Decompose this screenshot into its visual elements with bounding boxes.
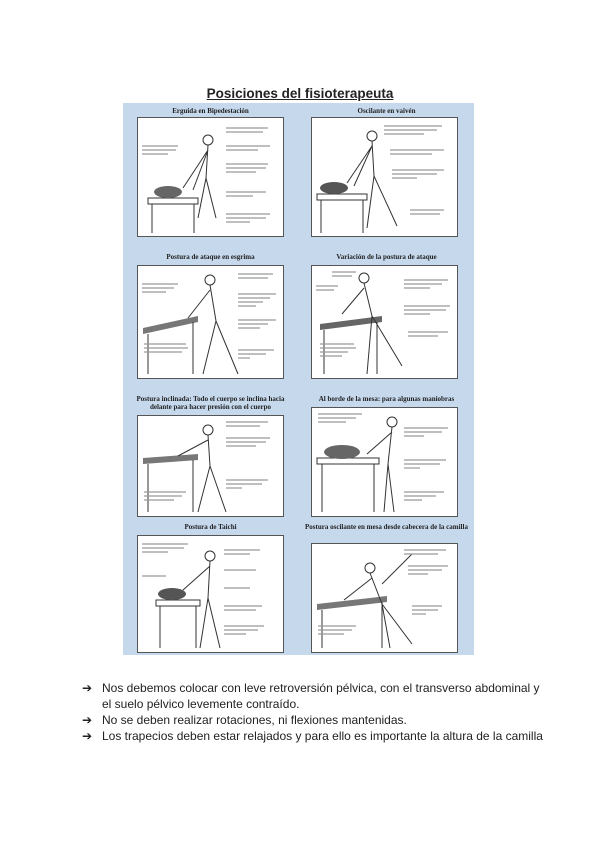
page-title: Posiciones del fisioterapeuta bbox=[206, 86, 394, 101]
list-item bbox=[82, 728, 552, 744]
therapist-illustration bbox=[312, 408, 457, 516]
panel-borde-mesa bbox=[299, 379, 474, 517]
panel-erguida bbox=[123, 103, 298, 241]
therapist-illustration bbox=[138, 266, 283, 378]
arrow-bullet-icon: ➔ bbox=[82, 729, 93, 743]
panel-inclinada bbox=[123, 379, 298, 517]
panel-illustration bbox=[311, 117, 458, 237]
panel-taichi bbox=[123, 517, 298, 655]
panel-title: Postura oscilante en mesa desde cabecera de la camilla bbox=[305, 523, 468, 531]
bullet-list bbox=[82, 680, 552, 744]
panel-illustration bbox=[137, 265, 284, 379]
panel-oscilante bbox=[299, 103, 474, 241]
bullet-text: Los trapecios deben estar relajados y para ello es importante la altura de la camilla bbox=[102, 729, 543, 743]
panel-illustration bbox=[137, 535, 284, 653]
list-item bbox=[82, 680, 552, 712]
bullet-text: Nos debemos colocar con leve retroversión pélvica, con el transverso abdominal y el suelo pélvico levemente contraído. bbox=[102, 681, 540, 711]
arrow-bullet-icon: ➔ bbox=[82, 713, 93, 727]
panel-ataque bbox=[123, 241, 298, 379]
panel-illustration bbox=[137, 415, 284, 517]
therapist-illustration bbox=[138, 118, 283, 236]
panel-title: Postura de ataque en esgrima bbox=[166, 253, 255, 261]
list-item bbox=[82, 712, 552, 728]
panel-title: Al borde de la mesa: para algunas maniobras bbox=[318, 395, 455, 403]
panel-title: Postura de Taichi bbox=[184, 523, 237, 531]
panel-illustration bbox=[311, 407, 458, 517]
arrow-bullet-icon: ➔ bbox=[82, 681, 93, 695]
panel-title: Erguida en Bipedestación bbox=[172, 107, 249, 115]
panel-illustration bbox=[137, 117, 284, 237]
panel-oscilante-cabecera bbox=[299, 517, 474, 655]
therapist-illustration bbox=[312, 266, 457, 378]
therapist-illustration bbox=[138, 536, 283, 652]
panel-title: Oscilante en vaivén bbox=[357, 107, 416, 115]
therapist-illustration bbox=[138, 416, 283, 516]
therapist-positions-figure bbox=[123, 103, 474, 655]
panel-variacion-ataque bbox=[299, 241, 474, 379]
panel-illustration bbox=[311, 543, 458, 653]
therapist-illustration bbox=[312, 118, 457, 236]
therapist-illustration bbox=[312, 544, 457, 652]
bullet-text: No se deben realizar rotaciones, ni flexiones mantenidas. bbox=[102, 713, 407, 727]
panel-title: Variación de la postura de ataque bbox=[336, 253, 437, 261]
panel-title: Postura inclinada: Todo el cuerpo se inclina hacia delante para hacer presión con el cuerpo bbox=[136, 395, 285, 411]
panel-illustration bbox=[311, 265, 458, 379]
